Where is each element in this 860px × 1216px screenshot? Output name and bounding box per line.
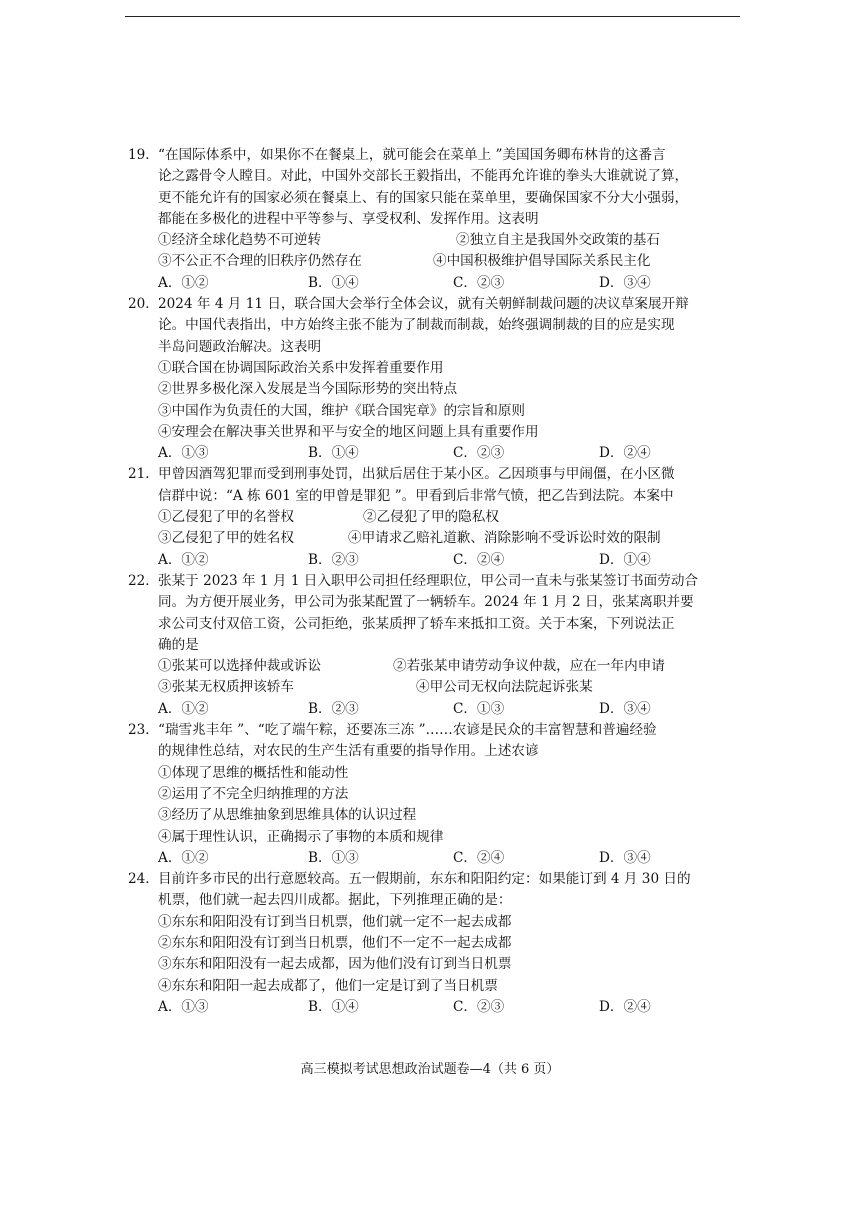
option-c: C．②④ [453,849,505,866]
question-stem-line: 目前许多市民的出行意愿较高。五一假期前，东东和阳阳约定：如果能订到 4 月 30 日的 [158,871,691,888]
option-b: B．①④ [308,274,359,291]
statement: ③乙侵犯了甲的姓名权 [158,530,294,547]
option-c: C．②④ [453,551,505,568]
option-c: C．①③ [453,700,505,717]
question-stem-line: 的规律性总结，对农民的生产生活有重要的指导作用。上述农谚 [158,743,539,760]
option-d: D．②④ [599,445,651,462]
option-b: B．②③ [308,551,359,568]
statement: ④东东和阳阳一起去成都了，他们一定是订到了当日机票 [158,977,498,994]
option-b: B．②③ [308,700,359,717]
statement: ③张某无权质押该轿车 [158,679,294,696]
statement: ②若张某申请劳动争议仲裁，应在一年内申请 [393,658,665,675]
statement: ③经历了从思维抽象到思维具体的认识过程 [158,807,417,824]
question-stem-line: 机票，他们就一起去四川成都。据此，下列推理正确的是： [158,892,512,909]
question-number: 20． [128,296,159,313]
question-22 [128,571,740,720]
option-b: B．①④ [308,445,359,462]
option-c: C．②③ [453,445,505,462]
question-number: 19． [128,147,159,163]
question-stem-line: 甲曾因酒驾犯罪而受到刑事处罚，出狱后居住于某小区。乙因琐事与甲闹僵，在小区微 [158,466,675,483]
option-d: D．③④ [599,849,651,866]
option-b: B．①④ [308,998,359,1015]
option-d: D．①④ [599,551,651,568]
page-footer: 高三模拟考试思想政治试题卷—4（共 6 页） [300,1062,560,1077]
question-number: 22． [128,572,159,589]
question-stem-line: 张某于 2023 年 1 月 1 日入职甲公司担任经理职位，甲公司一直未与张某签订书面劳动合 [158,572,699,589]
statement: ③中国作为负责任的大国，维护《联合国宪章》的宗旨和原则 [158,402,526,419]
statement: ②运用了不完全归纳推理的方法 [158,785,349,802]
statement: ④甲公司无权向法院起诉张某 [416,679,593,696]
question-24 [128,869,740,1018]
statement: ①经济全球化趋势不可逆转 [158,232,322,249]
question-list [128,145,740,1018]
statement: ②世界多极化深入发展是当今国际形势的突出特点 [158,381,458,398]
statement: ④甲请求乙赔礼道歉、消除影响不受诉讼时效的限制 [348,530,661,547]
question-number: 23． [128,722,159,739]
option-d: D．②④ [599,998,651,1015]
statement: ①东东和阳阳没有订到当日机票，他们就一定不一起去成都 [158,913,512,930]
question-stem-line: 确的是 [158,636,199,653]
statement: ②独立自主是我国外交政策的基石 [456,232,660,249]
question-stem-line: 都能在多极化的进程中平等参与、享受权利、发挥作用。这表明 [158,210,539,227]
question-stem-line: “瑞雪兆丰年 ”、“吃了端午粽，还要冻三冻 ”……农谚是民众的丰富智慧和普遍经验 [158,722,657,739]
question-21 [128,464,740,570]
option-d: D．③④ [599,274,651,291]
option-c: C．②③ [453,998,505,1015]
question-stem-line: 半岛问题政治解决。这表明 [158,338,322,355]
question-number: 21． [128,466,159,483]
statement: ③东东和阳阳没有一起去成都，因为他们没有订到当日机票 [158,956,512,973]
option-a: A．①③ [158,445,209,462]
option-b: B．①③ [308,849,359,866]
statement: ②东东和阳阳没有订到当日机票，他们不一定不一起去成都 [158,934,512,951]
statement: ②乙侵犯了甲的隐私权 [363,509,499,526]
option-a: A．①② [158,274,209,291]
question-stem-line: 论。中国代表指出，中方始终主张不能为了制裁而制裁，始终强调制裁的目的应是实现 [158,317,675,334]
question-stem-line: 论之露骨令人瞠目。对此，中国外交部长王毅指出，不能再允许谁的拳头大谁就说了算， [158,168,689,185]
question-stem-line: 信群中说：“A 栋 601 室的甲曾是罪犯 ”。甲看到后非常气愤，把乙告到法院。本案中 [158,487,674,504]
statement: ①联合国在协调国际政治关系中发挥着重要作用 [158,359,444,376]
option-d: D．③④ [599,700,651,717]
statement: ①体现了思维的概括性和能动性 [158,764,349,781]
option-a: A．①② [158,551,209,568]
statement: ①张某可以选择仲裁或诉讼 [158,658,322,675]
top-rule [125,16,740,17]
question-stem-line: 更不能允许有的国家必须在餐桌上、有的国家只能在菜单里，要确保国家不分大小强弱， [158,189,689,206]
question-stem-line: 同。为方便开展业务，甲公司为张某配置了一辆轿车。2024 年 1 月 2 日，张某离职并要 [158,594,694,611]
statement: ④中国积极维护倡导国际关系民主化 [433,253,651,270]
option-a: A．①② [158,700,209,717]
question-number: 24． [128,871,159,888]
question-23 [128,720,740,869]
statement: ③不公正不合理的旧秩序仍然存在 [158,253,362,270]
option-a: A．①② [158,849,209,866]
question-19 [128,145,740,294]
option-a: A．①③ [158,998,209,1015]
statement: ①乙侵犯了甲的名誉权 [158,509,294,526]
question-stem-line: 2024 年 4 月 11 日，联合国大会举行全体会议，就有关朝鲜制裁问题的决议草案展开辩 [158,296,689,313]
statement: ④属于理性认识，正确揭示了事物的本质和规律 [158,828,444,845]
statement: ④安理会在解决事关世界和平与安全的地区问题上具有重要作用 [158,423,539,440]
question-stem-line: 求公司支付双倍工资，公司拒绝，张某质押了轿车来抵扣工资。关于本案，下列说法正 [158,615,675,632]
question-stem-line: “在国际体系中，如果你不在餐桌上，就可能会在菜单上 ”美国国务卿布林肯的这番言 [158,147,666,163]
question-20 [128,294,740,464]
option-c: C．②③ [453,274,505,291]
